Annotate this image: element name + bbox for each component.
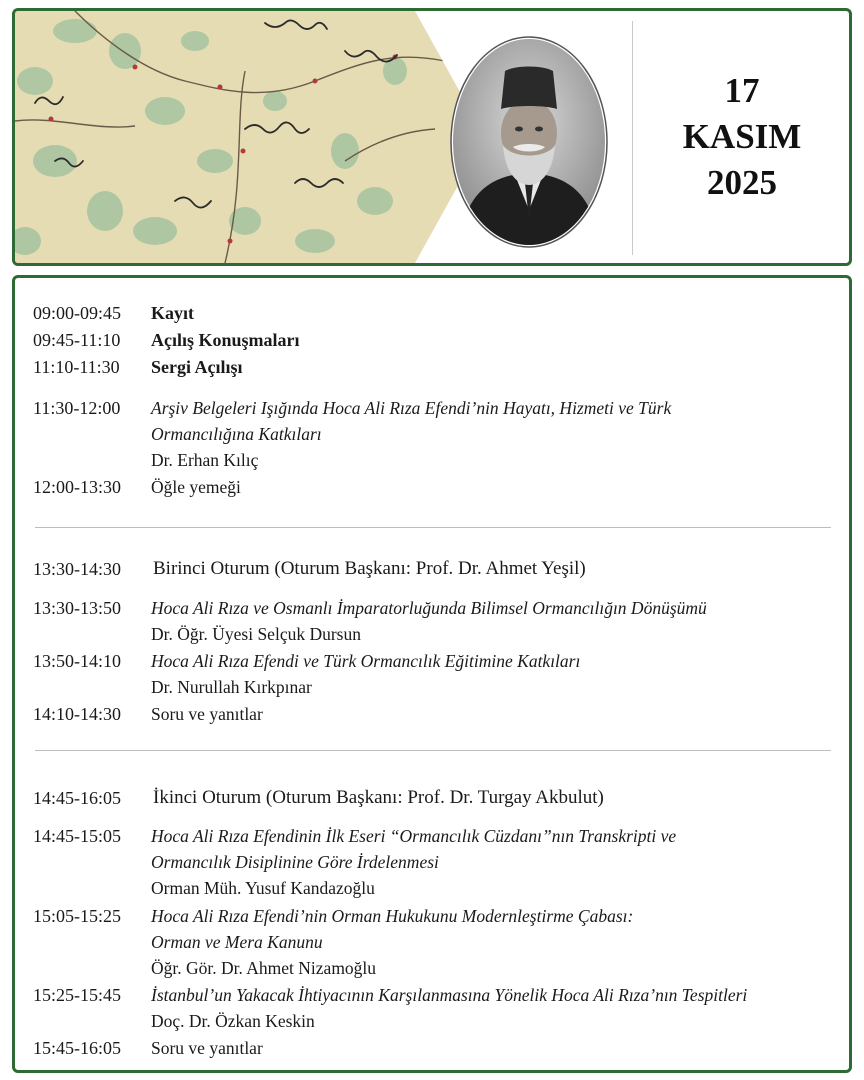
item-time: 14:45-15:05 [33,826,121,846]
event-date [635,11,849,263]
talk-title-line2: Ormancılık Disiplinine Göre İrdelenmesi [151,852,439,872]
item-time: 13:50-14:10 [33,651,121,671]
header-banner [12,8,852,266]
item-title: Soru ve yanıtlar [151,704,263,724]
speaker-name: Öğr. Gör. Dr. Ahmet Nizamoğlu [151,958,377,978]
portrait-photo-icon [449,35,609,249]
item-time: 12:00-13:30 [33,477,121,497]
speaker-name: Dr. Nurullah Kırkpınar [151,677,312,697]
session-title: Birinci Oturum (Oturum Başkanı: Prof. Dr. Ahmet Yeşil) [153,558,586,579]
talk-title-line1: Arşiv Belgeleri Işığında Hoca Ali Rıza Efendi’nin Hayatı, Hizmeti ve Türk [151,398,672,418]
program-schedule [12,275,852,1073]
item-time: 14:10-14:30 [33,704,121,724]
item-time: 15:25-15:45 [33,985,121,1005]
section-divider [35,527,831,528]
talk-title-line2: Ormancılığına Katkıları [151,424,322,444]
talk-title-line1: Hoca Ali Rıza Efendinin İlk Eseri “Ormancılık Cüzdanı”nın Transkripti ve [151,826,677,846]
speaker-name: Dr. Öğr. Üyesi Selçuk Dursun [151,624,361,644]
session-time: 14:45-16:05 [33,788,121,808]
talk-title-line2: Orman ve Mera Kanunu [151,932,323,952]
speaker-name: Orman Müh. Yusuf Kandazoğlu [151,878,375,898]
item-title: Öğle yemeği [151,477,241,497]
item-time: 15:05-15:25 [33,906,121,926]
item-time: 09:45-11:10 [33,330,121,350]
session-title: İkinci Oturum (Oturum Başkanı: Prof. Dr. Turgay Akbulut) [153,787,604,808]
date-day: 17 [724,71,760,110]
item-title: Sergi Açılışı [151,357,243,377]
item-time: 13:30-13:50 [33,598,121,618]
speaker-name: Dr. Erhan Kılıç [151,450,259,470]
talk-title: İstanbul’un Yakacak İhtiyacının Karşılanmasına Yönelik Hoca Ali Rıza’nın Tespitleri [151,985,748,1005]
session-time: 13:30-14:30 [33,559,121,579]
item-title: Açılış Konuşmaları [151,330,300,350]
item-title: Kayıt [151,303,194,323]
date-month: KASIM [682,117,802,156]
talk-title: Hoca Ali Rıza ve Osmanlı İmparatorluğunda Bilimsel Ormancılığın Dönüşümü [151,598,707,618]
item-time: 11:30-12:00 [33,398,121,418]
talk-title-line1: Hoca Ali Rıza Efendi’nin Orman Hukukunu Modernleştirme Çabası: [151,906,634,926]
item-time: 09:00-09:45 [33,303,121,323]
item-time: 11:10-11:30 [33,357,120,377]
header-divider [632,21,633,255]
date-year: 2025 [707,163,777,202]
item-title: Soru ve yanıtlar [151,1038,263,1058]
section-divider [35,750,831,751]
item-time: 15:45-16:05 [33,1038,121,1058]
talk-title: Hoca Ali Rıza Efendi ve Türk Ormancılık Eğitimine Katkıları [151,651,581,671]
speaker-name: Doç. Dr. Özkan Keskin [151,1011,315,1031]
